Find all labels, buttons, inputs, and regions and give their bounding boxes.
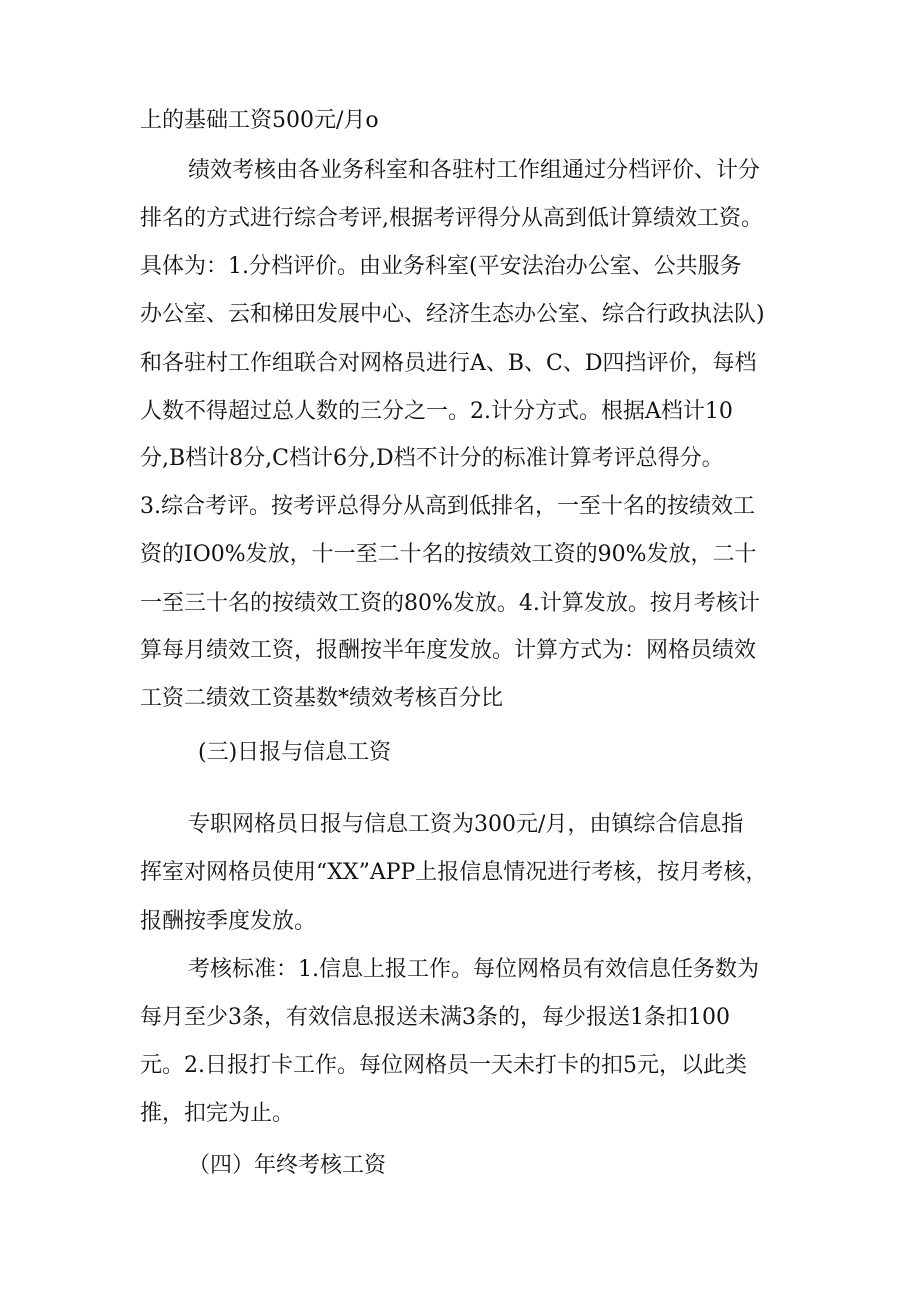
text-line-11: 一至三十名的按绩效工资的80%发放。4.计算发放。按月考核计 bbox=[140, 591, 760, 616]
text-line-18: 每月至少3条，有效信息报送未满3条的，每少报送1条扣100 bbox=[140, 1005, 730, 1030]
text-line-9: 3.综合考评。按考评总得分从高到低排名，一至十名的按绩效工 bbox=[140, 494, 755, 519]
text-line-7: 人数不得超过总人数的三分之一。2.计分方式。根据A档计10 bbox=[140, 399, 733, 424]
text-line-8: 分,B档计8分,C档计6分,D档不计分的标准计算考评总得分。 bbox=[140, 446, 724, 471]
text-line-5: 办公室、云和梯田发展中心、经济生态办公室、综合行政执法队) bbox=[140, 302, 765, 327]
text-line-17: 考核标准：1.信息上报工作。每位网格员有效信息任务数为 bbox=[188, 957, 759, 982]
text-line-12: 算每月绩效工资，报酬按半年度发放。计算方式为：网格员绩效 bbox=[140, 638, 757, 663]
section-heading-4: （四）年终考核工资 bbox=[188, 1153, 387, 1178]
text-line-1: 上的基础工资500元/月o bbox=[140, 108, 379, 133]
text-line-20: 推，扣完为止。 bbox=[140, 1101, 295, 1126]
text-line-4: 具体为：1.分档评价。由业务科室(平安法治办公室、公共服务 bbox=[140, 254, 742, 279]
text-line-15: 挥室对网格员使用“XX”APP上报信息情况进行考核，按月考核， bbox=[140, 860, 768, 885]
text-line-14: 专职网格员日报与信息工资为300元/月，由镇综合信息指 bbox=[188, 812, 744, 837]
text-line-19: 元。2.日报打卡工作。每位网格员一天未打卡的扣5元，以此类 bbox=[140, 1053, 747, 1078]
text-line-10: 资的IO0%发放，十一至二十名的按绩效工资的90%发放，二十 bbox=[140, 542, 757, 567]
text-line-16: 报酬按季度发放。 bbox=[140, 909, 317, 934]
text-line-13: 工资二绩效工资基数*绩效考核百分比 bbox=[140, 686, 504, 711]
text-line-2: 绩效考核由各业务科室和各驻村工作组通过分档评价、计分 bbox=[188, 158, 761, 183]
text-line-3: 排名的方式进行综合考评,根据考评得分从高到低计算绩效工资。 bbox=[140, 206, 763, 231]
text-line-6: 和各驻村工作组联合对网格员进行A、B、C、D四挡评价，每档 bbox=[140, 351, 757, 376]
section-heading-3: (三)日报与信息工资 bbox=[198, 740, 392, 765]
